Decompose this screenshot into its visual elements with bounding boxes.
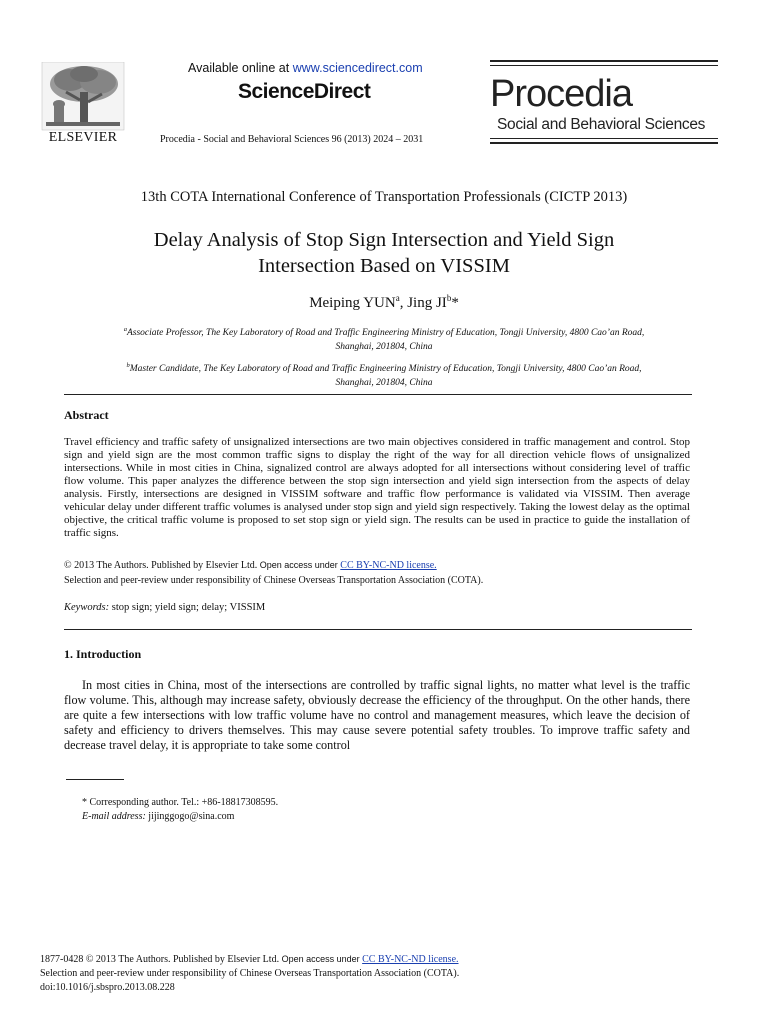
paper-title-line-1: Delay Analysis of Stop Sign Intersection and Yield Sign — [153, 229, 615, 251]
procedia-rule-bottom-thin — [490, 138, 718, 139]
introduction-heading: 1. Introduction — [64, 647, 142, 661]
divider-middle — [64, 629, 692, 630]
procedia-rule-top — [490, 60, 718, 62]
procedia-rule-bottom — [490, 142, 718, 144]
affiliation-a-line-1: Associate Professor, The Key Laboratory of Road and Traffic Engineering Ministry of Education, Tongji University, 4800 Cao’an Road, — [126, 328, 645, 339]
bottom-open-access-text: Open access under — [281, 954, 363, 964]
keywords-label: Keywords: — [64, 602, 110, 613]
divider-top — [64, 394, 692, 395]
affiliation-a-sup: a — [123, 326, 127, 333]
keywords — [64, 602, 265, 613]
bottom-license-link[interactable]: CC BY-NC-ND license. — [362, 954, 459, 965]
elsevier-wordmark: ELSEVIER — [48, 130, 118, 145]
author-1-affil: a — [395, 293, 400, 303]
copyright-text: © 2013 The Authors. Published by Elsevier Ltd. — [64, 560, 260, 571]
affiliation-b — [60, 359, 708, 390]
introduction-body: In most cities in China, most of the intersections are controlled by traffic signal lights, no matter what level is the traffic flow volume. This, although may increase safety, obviously decrease the efficiency of the throughput. On the other hands, there are quite a few intersections with low traffic volume have no control and management measures, which leave the decision of safety and efficiency to drivers themselves. This may cause severe potential safety troubles. To improve traffic safety and decrease travel delay, it is appropriate to take some control — [64, 678, 690, 752]
procedia-logo — [490, 60, 718, 144]
affiliation-b-line-2: Shanghai, 201804, China — [335, 378, 433, 389]
affiliation-b-sup: b — [126, 362, 130, 369]
corresponding-author-note: * Corresponding author. Tel.: +86-18817308595. — [82, 797, 279, 808]
affiliation-b-line-1: Master Candidate, The Key Laboratory of Road and Traffic Engineering Ministry of Education, Tongji University, 4800 Cao’an Road, — [129, 364, 642, 375]
conference-name: 13th COTA International Conference of Transportation Professionals (CICTP 2013) — [140, 189, 628, 205]
elsevier-logo — [40, 62, 126, 146]
open-access-text: Open access under — [259, 560, 341, 570]
available-online — [188, 61, 426, 75]
issn-line — [40, 954, 459, 965]
email-note — [82, 811, 234, 822]
license-link[interactable]: CC BY-NC-ND license. — [340, 560, 437, 571]
authors — [0, 293, 768, 312]
procedia-subtitle: Social and Behavioral Sciences — [497, 116, 706, 133]
paper-title — [84, 227, 684, 279]
affiliation-a-line-2: Shanghai, 201804, China — [335, 342, 433, 353]
procedia-rule-top-thin — [490, 65, 718, 66]
bottom-peer-review-line: Selection and peer-review under responsibility of Chinese Overseas Transportation Association (COTA). — [40, 968, 460, 979]
author-1: Meiping YUN — [309, 295, 396, 311]
issn-text: 1877-0428 © 2013 The Authors. Published by Elsevier Ltd. — [40, 954, 282, 965]
sciencedirect-link[interactable]: www.sciencedirect.com — [292, 61, 423, 75]
author-2-affil: b — [446, 293, 452, 303]
journal-citation: Procedia - Social and Behavioral Sciences 96 (2013) 2024 – 2031 — [160, 134, 424, 145]
author-separator: , — [399, 295, 408, 311]
affiliation-a — [60, 323, 708, 354]
corresponding-mark: * — [451, 295, 459, 311]
author-2: Jing JI — [407, 295, 447, 311]
email-label: E-mail address: — [82, 811, 146, 822]
available-prefix: Available online at — [188, 61, 293, 75]
copyright-line — [64, 560, 437, 571]
abstract-heading: Abstract — [64, 408, 109, 422]
doi-line: doi:10.1016/j.sbspro.2013.08.228 — [40, 982, 175, 993]
paper-title-line-2: Intersection Based on VISSIM — [258, 255, 510, 277]
footnote-rule — [66, 779, 124, 780]
keywords-value: stop sign; yield sign; delay; VISSIM — [109, 602, 266, 613]
peer-review-line: Selection and peer-review under responsibility of Chinese Overseas Transportation Association (COTA). — [64, 575, 484, 586]
procedia-wordmark: Procedia — [490, 73, 632, 115]
email-value: jijinggogo@sina.com — [145, 811, 235, 822]
abstract-body: Travel efficiency and traffic safety of unsignalized intersections are two main objectives considered in traffic management and control. Stop sign and yield sign are the most common traffic signs to display the right of the way for all direction vehicle flows of unsignalized intersections. While in most cities in China, signalized control are always adopted for all intersections without considering level of traffic flow volume. This paper analyzes the difference between the stop sign intersection and yield sign intersection from the aspects of delay analysis. Firstly, intersections are designed in VISSIM software and traffic flow performance is validated via VISSIM. Then average vehicular delay under different traffic volumes is analysed under stop sign and yield sign respectively. Taking the lowest delay as the optimal objective, the critical traffic volume is proposed to set stop sign or yield sign. The results can be used in practice to guide the installation of traffic signs. — [64, 436, 690, 539]
sciencedirect-logo: ScienceDirect — [238, 80, 371, 103]
